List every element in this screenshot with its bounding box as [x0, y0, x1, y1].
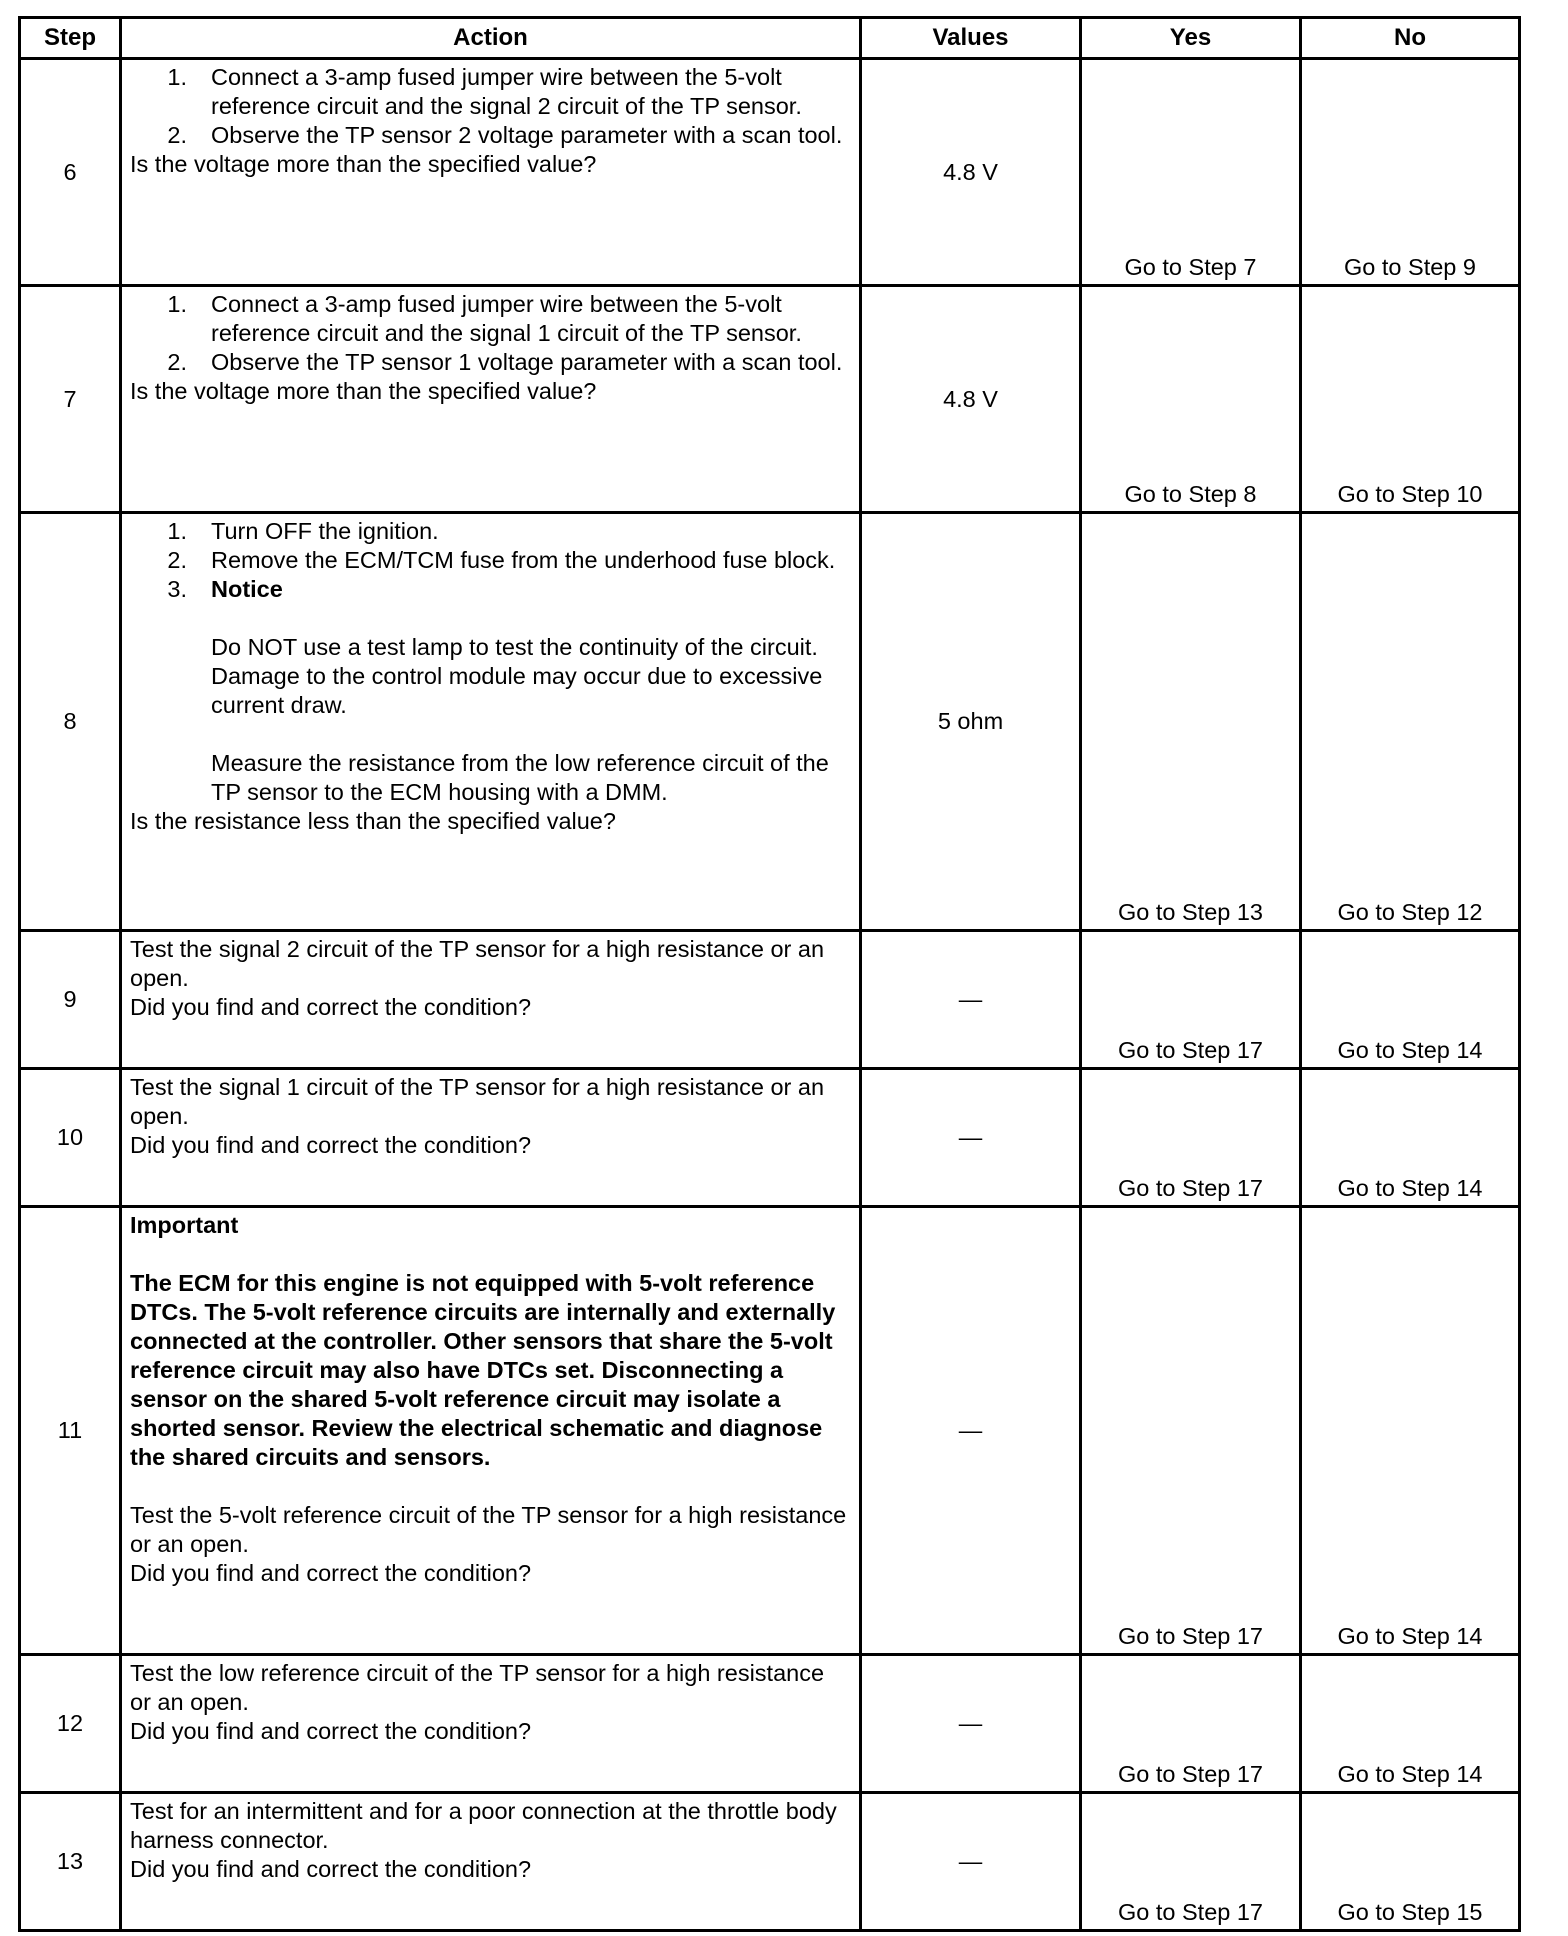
no-outcome: Go to Step 15 [1301, 1793, 1520, 1931]
diagnostic-steps-table [18, 16, 1521, 1932]
value-cell: — [861, 1069, 1081, 1207]
step-number: 10 [20, 1069, 121, 1207]
no-outcome: Go to Step 14 [1301, 1207, 1520, 1655]
important-heading: Important [130, 1212, 239, 1238]
list-item: 1. Connect a 3-amp fused jumper wire between the 5-volt reference circuit and the signal 1 circuit of the TP sensor. [130, 290, 851, 348]
value-cell: — [861, 1655, 1081, 1793]
action-item-text: Observe the TP sensor 1 voltage parameter with a scan tool. [211, 349, 843, 375]
action-question: Did you find and correct the condition? [130, 1132, 532, 1158]
no-outcome: Go to Step 14 [1301, 1069, 1520, 1207]
yes-outcome: Go to Step 17 [1081, 1207, 1301, 1655]
action-question: Did you find and correct the condition? [130, 1856, 532, 1882]
no-outcome: Go to Step 12 [1301, 513, 1520, 931]
step-number: 11 [20, 1207, 121, 1655]
yes-outcome: Go to Step 17 [1081, 1655, 1301, 1793]
action-cell [121, 1069, 861, 1207]
action-text: Test the low reference circuit of the TP sensor for a high resistance or an open. [130, 1660, 825, 1715]
action-cell [121, 1207, 861, 1655]
measure-instruction: Measure the resistance from the low reference circuit of the TP sensor to the ECM housing with a DMM. [211, 750, 829, 805]
table-header-row [20, 18, 1520, 59]
value-cell: 5 ohm [861, 513, 1081, 931]
value-cell: — [861, 1207, 1081, 1655]
action-cell [121, 931, 861, 1069]
list-item: 1. Connect a 3-amp fused jumper wire between the 5-volt reference circuit and the signal 2 circuit of the TP sensor. [130, 63, 851, 121]
action-cell [121, 286, 861, 513]
action-steps-list [130, 290, 851, 377]
table-row [20, 1655, 1520, 1793]
action-cell [121, 513, 861, 931]
action-cell [121, 1655, 861, 1793]
yes-outcome: Go to Step 17 [1081, 1793, 1301, 1931]
yes-outcome: Go to Step 17 [1081, 1069, 1301, 1207]
yes-outcome: Go to Step 7 [1081, 59, 1301, 286]
step-number: 12 [20, 1655, 121, 1793]
action-item-text: Connect a 3-amp fused jumper wire between the 5-volt reference circuit and the signal 1 circuit of the TP sensor. [211, 291, 802, 346]
action-item-text: Turn OFF the ignition. [211, 518, 439, 544]
step-number: 6 [20, 59, 121, 286]
action-question: Did you find and correct the condition? [130, 1560, 532, 1586]
action-question: Did you find and correct the condition? [130, 994, 532, 1020]
yes-outcome: Go to Step 17 [1081, 931, 1301, 1069]
step-number: 7 [20, 286, 121, 513]
step-number: 9 [20, 931, 121, 1069]
action-text: Test the signal 2 circuit of the TP sensor for a high resistance or an open. [130, 936, 825, 991]
no-outcome: Go to Step 10 [1301, 286, 1520, 513]
value-cell: 4.8 V [861, 286, 1081, 513]
important-text: The ECM for this engine is not equipped with 5-volt reference DTCs. The 5-volt reference circuits are internally and externally connected at the controller. Other sensors that share the 5-volt reference circuit may also have DTCs set. Disconnecting a sensor on the shared 5-volt reference circuit may isolate a shorted sensor. Review the electrical schematic and diagnose the shared circuits and sensors. [130, 1270, 836, 1470]
action-text: Test for an intermittent and for a poor connection at the throttle body harness connector. [130, 1798, 837, 1853]
step-number: 13 [20, 1793, 121, 1931]
list-item: 1. Turn OFF the ignition. [130, 517, 851, 546]
table-row [20, 59, 1520, 286]
value-cell: — [861, 1793, 1081, 1931]
action-cell [121, 1793, 861, 1931]
header-step: Step [20, 18, 121, 59]
header-yes: Yes [1081, 18, 1301, 59]
action-question: Is the voltage more than the specified value? [130, 378, 597, 404]
value-cell: 4.8 V [861, 59, 1081, 286]
table-row [20, 1207, 1520, 1655]
action-steps-list [130, 63, 851, 150]
header-action: Action [121, 18, 861, 59]
action-question: Is the voltage more than the specified value? [130, 151, 597, 177]
list-item: 2. Observe the TP sensor 2 voltage parameter with a scan tool. [130, 121, 851, 150]
list-item: 3. Notice [130, 575, 851, 604]
table-row [20, 286, 1520, 513]
action-text: Test the signal 1 circuit of the TP sensor for a high resistance or an open. [130, 1074, 825, 1129]
action-cell [121, 59, 861, 286]
list-item: 2. Observe the TP sensor 1 voltage parameter with a scan tool. [130, 348, 851, 377]
action-item-text: Connect a 3-amp fused jumper wire between the 5-volt reference circuit and the signal 2 circuit of the TP sensor. [211, 64, 802, 119]
action-item-text: Remove the ECM/TCM fuse from the underhood fuse block. [211, 547, 836, 573]
action-question: Is the resistance less than the specified value? [130, 808, 616, 834]
notice-text: Do NOT use a test lamp to test the continuity of the circuit. Damage to the control module may occur due to excessive current draw. [211, 634, 823, 718]
action-text: Test the 5-volt reference circuit of the TP sensor for a high resistance or an open. [130, 1502, 847, 1557]
value-cell: — [861, 931, 1081, 1069]
no-outcome: Go to Step 9 [1301, 59, 1520, 286]
header-values: Values [861, 18, 1081, 59]
table-row [20, 513, 1520, 931]
yes-outcome: Go to Step 13 [1081, 513, 1301, 931]
notice-heading: Notice [211, 576, 283, 602]
no-outcome: Go to Step 14 [1301, 931, 1520, 1069]
yes-outcome: Go to Step 8 [1081, 286, 1301, 513]
list-item: 2. Remove the ECM/TCM fuse from the underhood fuse block. [130, 546, 851, 575]
diagnostic-table-page [18, 16, 1518, 1932]
action-steps-list [130, 517, 851, 604]
table-row [20, 1793, 1520, 1931]
action-question: Did you find and correct the condition? [130, 1718, 532, 1744]
step-number: 8 [20, 513, 121, 931]
table-row [20, 931, 1520, 1069]
action-item-text: Observe the TP sensor 2 voltage parameter with a scan tool. [211, 122, 843, 148]
table-row [20, 1069, 1520, 1207]
header-no: No [1301, 18, 1520, 59]
no-outcome: Go to Step 14 [1301, 1655, 1520, 1793]
